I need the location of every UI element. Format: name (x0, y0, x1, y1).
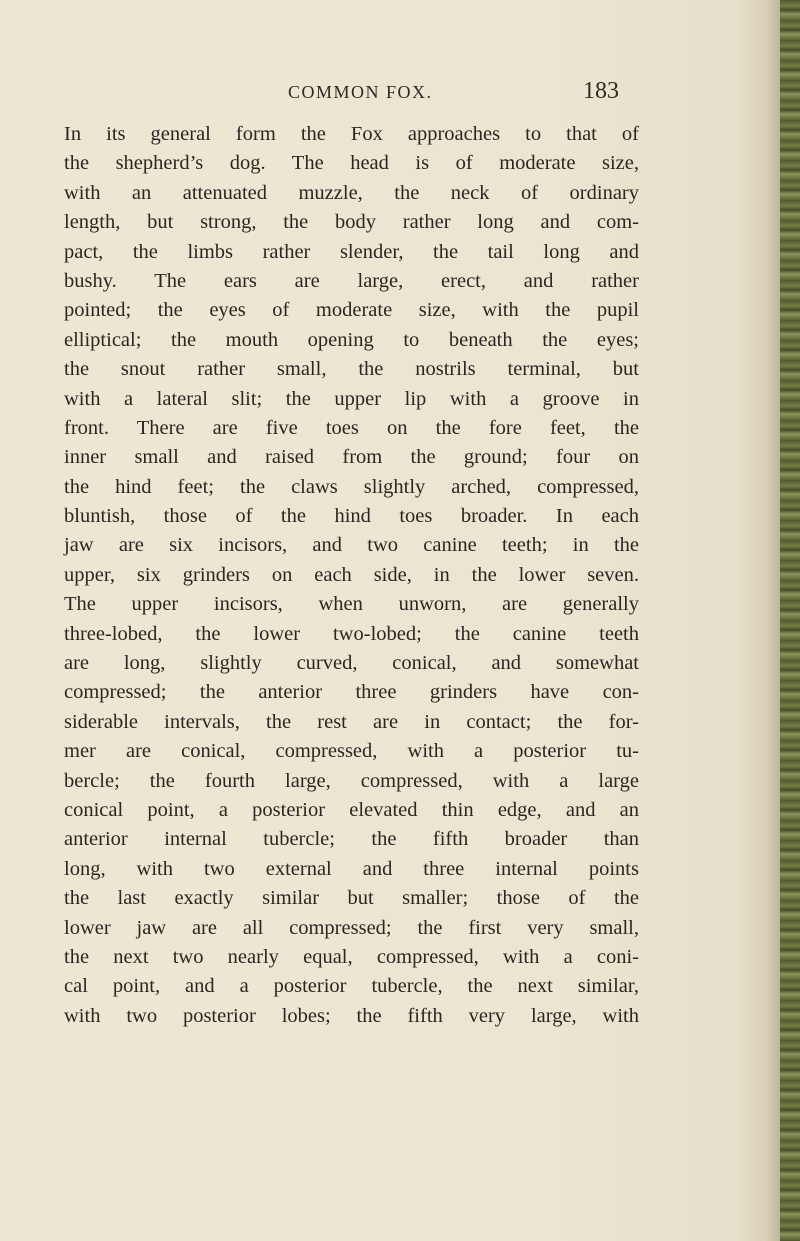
page-number: 183 (583, 78, 619, 104)
text-line: anterior internal tubercle; the fifth broader than (64, 828, 639, 851)
running-title: COMMON FOX. (288, 82, 433, 102)
text-line: siderable intervals, the rest are in contact; the for- (64, 710, 639, 733)
text-line: cal point, and a posterior tubercle, the next similar, (64, 975, 639, 998)
text-line: length, but strong, the body rather long and com- (64, 211, 639, 234)
text-line: bluntish, those of the hind toes broader. In each (64, 505, 639, 528)
text-line: inner small and raised from the ground; four on (64, 446, 639, 469)
book-binding-edge (780, 0, 800, 1241)
text-line: pointed; the eyes of moderate size, with the pupil (64, 299, 639, 322)
text-line: with an attenuated muzzle, the neck of ordinary (64, 181, 639, 204)
text-line: bercle; the fourth large, compressed, with a large (64, 769, 639, 792)
body-text (64, 120, 639, 1031)
text-line: elliptical; the mouth opening to beneath the eyes; (64, 328, 639, 351)
text-line: The upper incisors, when unworn, are generally (64, 593, 639, 616)
text-line: the hind feet; the claws slightly arched, compressed, (64, 475, 639, 498)
text-line: are long, slightly curved, conical, and somewhat (64, 652, 639, 675)
text-line: pact, the limbs rather slender, the tail long and (64, 240, 639, 263)
text-line: with two posterior lobes; the fifth very large, with (64, 1004, 639, 1027)
text-line: conical point, a posterior elevated thin edge, and an (64, 798, 639, 821)
text-line: upper, six grinders on each side, in the lower seven. (64, 563, 639, 586)
text-line: the next two nearly equal, compressed, with a coni- (64, 945, 639, 968)
text-line: compressed; the anterior three grinders have con- (64, 681, 639, 704)
text-line: jaw are six incisors, and two canine teeth; in the (64, 534, 639, 557)
text-line: bushy. The ears are large, erect, and rather (64, 269, 639, 292)
text-line: lower jaw are all compressed; the first very small, (64, 916, 639, 939)
text-line: mer are conical, compressed, with a posterior tu- (64, 740, 639, 763)
text-line: In its general form the Fox approaches to that of (64, 123, 639, 145)
text-line: long, with two external and three internal points (64, 857, 639, 880)
text-line: the snout rather small, the nostrils terminal, but (64, 358, 639, 381)
text-line: with a lateral slit; the upper lip with a groove in (64, 387, 639, 410)
text-line: front. There are five toes on the fore feet, the (64, 416, 639, 439)
text-line: three-lobed, the lower two-lobed; the canine teeth (64, 622, 639, 645)
text-line: the last exactly similar but smaller; those of the (64, 887, 639, 910)
page-gutter-shadow (766, 0, 780, 1241)
text-line: the shepherd’s dog. The head is of moderate size, (64, 152, 639, 175)
